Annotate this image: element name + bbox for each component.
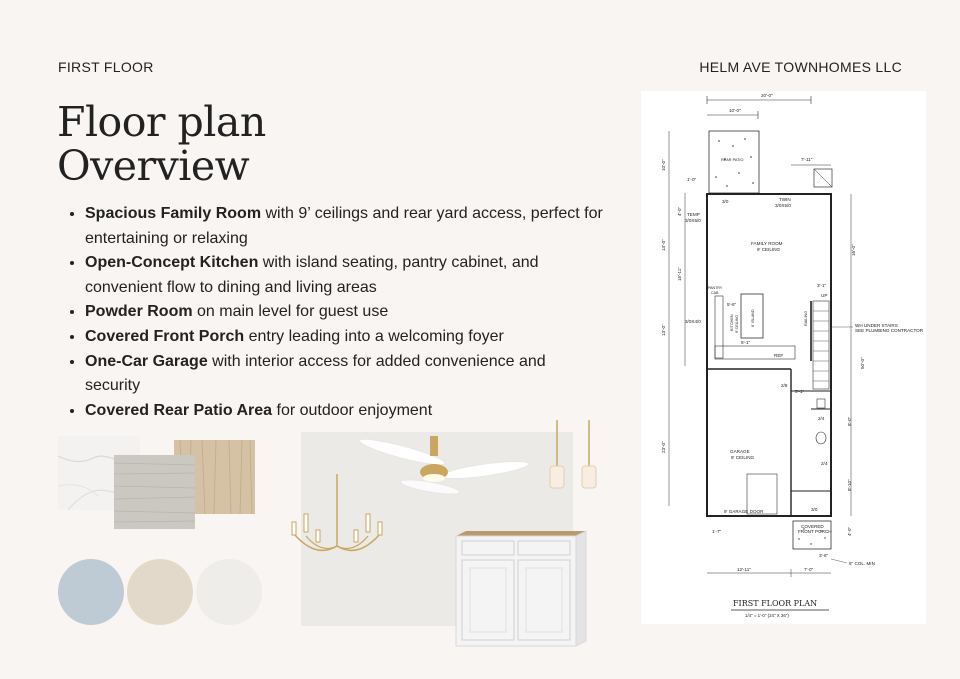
dim-depth-4: 15'-11" <box>677 267 682 281</box>
section-label: FIRST FLOOR <box>58 59 154 75</box>
label-hall-offset: 5'-1" <box>741 340 751 345</box>
label-door-3-0: 3/0 <box>722 199 729 204</box>
label-porch-door: 3/0 <box>811 507 818 512</box>
gray-wood-swatch <box>114 455 195 529</box>
paint-swatch-offwhite <box>196 559 262 625</box>
page-title <box>57 100 266 188</box>
feature-item <box>85 251 605 300</box>
label-family-ceiling: 9' CEILING <box>757 247 781 252</box>
label-door-2-4a: 2/4 <box>818 416 825 421</box>
label-rear-patio: REAR PATIO <box>721 158 744 162</box>
dim-bottom-1: 12'-11" <box>737 567 751 572</box>
dim-depth-5: 13'-0" <box>661 324 666 336</box>
dim-overall-width: 20'-0" <box>761 93 773 98</box>
feature-description: on main level for guest use <box>192 303 389 321</box>
feature-name: One-Car Garage <box>85 352 208 370</box>
feature-description: entry leading into a welcoming foyer <box>244 327 504 345</box>
dim-depth-3: 14'-0" <box>661 239 666 251</box>
label-col-min: 6" COL. MIN <box>849 561 875 566</box>
feature-name: Open-Concept Kitchen <box>85 254 259 272</box>
label-temp: TEMP <box>687 212 700 217</box>
label-hall-offset-2: 5'-1" <box>795 389 805 394</box>
paint-swatch-beige <box>127 559 193 625</box>
feature-name: Powder Room <box>85 303 193 321</box>
dim-bottom-2: 7'-0" <box>804 567 814 572</box>
label-covered-porch-1: COVERED <box>801 524 824 529</box>
label-kitchen-window: 3/0X4/0 <box>685 319 701 324</box>
label-up: UP <box>821 293 828 298</box>
label-wh-note-2: SEE PLUMBING CONTRACTOR <box>855 328 924 333</box>
label-garage-ceiling: 9' CEILING <box>731 455 755 460</box>
chandelier-image <box>286 474 386 569</box>
dim-right-5: 4'-0" <box>847 526 852 536</box>
dim-patio-width: 10'-0" <box>729 108 741 113</box>
feature-item <box>85 202 605 251</box>
dim-right-3: 8'-0" <box>847 416 852 426</box>
label-twin-size: 3/0X5/0 <box>775 203 791 208</box>
dim-small-1: 1'-0" <box>687 177 697 182</box>
feature-item <box>85 325 605 350</box>
plan-title: FIRST FLOOR PLAN <box>733 599 818 608</box>
label-family-room: FAMILY ROOM <box>751 241 783 246</box>
dim-right-4: 8'-10" <box>847 479 852 491</box>
label-door-2-8: 2/8 <box>781 383 788 388</box>
feature-name: Covered Front Porch <box>85 327 245 345</box>
feature-description: with interior access for added convenience and security <box>85 352 546 395</box>
title-line-1: Floor plan <box>57 98 266 146</box>
title-line-2: Overview <box>57 142 250 190</box>
dim-right-1: 16'-0" <box>851 244 856 256</box>
feature-item <box>85 399 605 424</box>
dim-right-2: 50'-0" <box>860 357 865 369</box>
label-kitchen-dim: 5'-6" <box>727 302 737 307</box>
dim-right-offset: 7'-11" <box>801 157 813 162</box>
label-kitchen: KITCHEN <box>730 314 734 331</box>
plan-scale: 1/4" = 1'-0" (24" X 36") <box>745 613 789 618</box>
vanity-cabinet-image <box>450 527 590 651</box>
feature-description: with island seating, pantry cabinet, and convenient flow to dining and living areas <box>85 254 539 296</box>
label-twin: TWIN <box>779 197 791 202</box>
feature-item <box>85 300 605 325</box>
label-pantry: PANTRY <box>708 286 723 290</box>
label-cab: CAB <box>711 291 719 295</box>
label-covered-porch-2: FRONT PORCH <box>798 529 832 534</box>
feature-item <box>85 350 605 399</box>
pendant-lights-image <box>545 420 603 492</box>
label-porch-dim: 3'-6" <box>819 553 829 558</box>
label-wh-note-1: WH UNDER STAIRS <box>855 323 898 328</box>
label-temp-size: 3/0X5/0 <box>685 218 701 223</box>
label-railing: RAILING <box>804 310 808 326</box>
dim-depth-6: 23'-0" <box>661 441 666 453</box>
label-door-2-4b: 2/4 <box>821 461 828 466</box>
company-label: HELM AVE TOWNHOMES LLC <box>699 59 902 75</box>
feature-name: Covered Rear Patio Area <box>85 401 273 419</box>
dim-depth-7: 1'-7" <box>712 529 722 534</box>
dim-depth-1: 10'-0" <box>661 159 666 171</box>
feature-name: Spacious Family Room <box>85 205 262 222</box>
floor-plan-drawing <box>641 91 926 624</box>
dim-depth-2: 4'-0" <box>677 206 682 216</box>
feature-description: with 9’ ceilings and rear yard access, perfect for entertaining or relaxing <box>85 205 603 247</box>
paint-swatch-blue <box>58 559 124 625</box>
label-stair-offset: 3'-1" <box>817 283 827 288</box>
label-garage-door: 9' GARAGE DOOR <box>724 509 764 514</box>
label-garage: GARAGE <box>730 449 750 454</box>
label-kitchen-ceiling: 9' CEILING <box>735 314 739 333</box>
feature-description: for outdoor enjoyment <box>272 401 433 419</box>
feature-list <box>62 202 605 423</box>
label-fridge: REF <box>774 353 784 358</box>
label-island: 6' ISLAND <box>751 309 755 327</box>
